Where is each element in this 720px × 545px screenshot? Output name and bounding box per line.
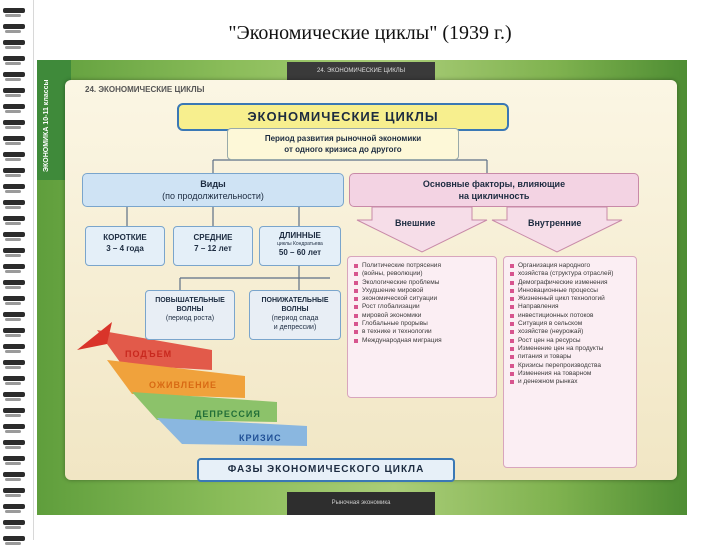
spiral-ring xyxy=(3,248,25,253)
factor-item: мировой экономики xyxy=(354,312,492,320)
spiral-ring xyxy=(3,312,25,317)
factor-item: Глобальные прорывы xyxy=(354,320,492,328)
cycle-name: СРЕДНИЕ xyxy=(193,233,233,242)
wave-line: ВОЛНЫ xyxy=(176,306,204,313)
wave-line: (период спада xyxy=(271,315,319,322)
spiral-ring xyxy=(3,56,25,61)
spiral-binding xyxy=(0,0,30,540)
side-tab-label: ЭКОНОМИКА 10-11 классы xyxy=(43,79,50,172)
phase-crisis: КРИЗИС xyxy=(239,433,282,443)
cycle-duration: 50 – 60 лет xyxy=(278,248,322,257)
factor-item: хозяйстве (неурожай) xyxy=(510,328,632,336)
factor-item: Международная миграция xyxy=(354,337,492,345)
factor-item: Инновационные процессы xyxy=(510,287,632,295)
factor-item: в технике и технологии xyxy=(354,328,492,336)
factor-item: экономической ситуации xyxy=(354,295,492,303)
external-label: Внешние xyxy=(395,218,436,228)
factor-item: Политические потрясения xyxy=(354,262,492,270)
types-box xyxy=(82,173,344,207)
spiral-ring xyxy=(3,424,25,429)
spiral-ring xyxy=(3,296,25,301)
spiral-ring xyxy=(3,72,25,77)
phase-rise: ПОДЪЕМ xyxy=(125,349,173,359)
factor-item: Демографические изменения xyxy=(510,279,632,287)
spiral-ring xyxy=(3,504,25,509)
cycle-long xyxy=(259,226,341,266)
spiral-ring xyxy=(3,136,25,141)
types-subtitle: (по продолжительности) xyxy=(162,191,264,201)
external-factors-list xyxy=(347,256,497,398)
spiral-ring xyxy=(3,280,25,285)
spiral-ring xyxy=(3,104,25,109)
factor-item: Организация народного xyxy=(510,262,632,270)
definition-box xyxy=(227,128,459,160)
phase-revival: ОЖИВЛЕНИЕ xyxy=(149,380,218,390)
slide-title: "Экономические циклы" (1939 г.) xyxy=(228,22,512,44)
spiral-ring xyxy=(3,376,25,381)
spiral-ring xyxy=(3,344,25,349)
factor-item: Кризисы перепроизводства xyxy=(510,362,632,370)
factor-item: Изменения на товарном xyxy=(510,370,632,378)
factor-item: инвестиционных потоков xyxy=(510,312,632,320)
spiral-ring xyxy=(3,120,25,125)
poster-image xyxy=(37,60,687,515)
rising-arrow-head xyxy=(77,322,112,350)
internal-arrow xyxy=(492,207,622,252)
spiral-ring xyxy=(3,408,25,413)
spiral-ring xyxy=(3,184,25,189)
phase-depression: ДЕПРЕССИЯ xyxy=(195,409,261,419)
spiral-ring xyxy=(3,152,25,157)
spiral-ring xyxy=(3,360,25,365)
cycle-note: циклы Кондратьева xyxy=(277,241,323,247)
wave-line: ПОВЫШАТЕЛЬНЫЕ xyxy=(155,297,225,304)
margin-line xyxy=(33,0,34,540)
spiral-ring xyxy=(3,200,25,205)
cycle-short xyxy=(85,226,165,266)
spiral-ring xyxy=(3,264,25,269)
spiral-ring xyxy=(3,216,25,221)
spiral-ring xyxy=(3,24,25,29)
cycle-name: КОРОТКИЕ xyxy=(103,233,147,242)
wave-line: (период роста) xyxy=(165,315,215,322)
factor-item: Рост цен на ресурсы xyxy=(510,337,632,345)
wave-line: ВОЛНЫ xyxy=(281,306,309,313)
external-factors xyxy=(354,262,492,345)
spiral-ring xyxy=(3,168,25,173)
definition-line-2: от одного кризиса до другого xyxy=(284,145,402,154)
wave-line: и депрессии) xyxy=(273,324,317,331)
factors-box xyxy=(349,173,639,207)
phase-crisis-band xyxy=(157,418,307,446)
spiral-ring xyxy=(3,520,25,525)
poster-bottom-strip: Рыночная экономика xyxy=(287,492,435,515)
factors-title-line-1: Основные факторы, влияющие xyxy=(422,179,566,189)
poster-code: 24. ЭКОНОМИЧЕСКИЕ ЦИКЛЫ xyxy=(85,85,205,94)
factor-item: (войны, революции) xyxy=(354,270,492,278)
factor-item: Жизненный цикл технологий xyxy=(510,295,632,303)
factor-item: Рост глобализации xyxy=(354,303,492,311)
spiral-ring xyxy=(3,472,25,477)
factor-item: и денежном рынках xyxy=(510,378,632,386)
cycle-duration: 3 – 4 года xyxy=(106,244,144,253)
spiral-ring xyxy=(3,488,25,493)
factor-item: Ситуация в сельском xyxy=(510,320,632,328)
factor-item: хозяйства (структура отраслей) xyxy=(510,270,632,278)
factor-item: Направления xyxy=(510,303,632,311)
main-title: ЭКОНОМИЧЕСКИЕ ЦИКЛЫ xyxy=(177,103,509,131)
phases-title: ФАЗЫ ЭКОНОМИЧЕСКОГО ЦИКЛА xyxy=(197,458,455,482)
factor-item: Изменение цен на продукты xyxy=(510,345,632,353)
cycle-duration: 7 – 12 лет xyxy=(194,244,232,253)
cycle-medium xyxy=(173,226,253,266)
spiral-ring xyxy=(3,328,25,333)
internal-factors-list xyxy=(503,256,637,468)
factor-item: Ухудшение мировой xyxy=(354,287,492,295)
spiral-ring xyxy=(3,8,25,13)
spiral-ring xyxy=(3,536,25,541)
internal-label: Внутренние xyxy=(528,218,582,228)
external-arrow xyxy=(357,207,487,252)
rising-waves xyxy=(145,290,235,340)
factor-item: Экологические проблемы xyxy=(354,279,492,287)
spiral-ring xyxy=(3,440,25,445)
factor-item: питания и товары xyxy=(510,353,632,361)
spiral-ring xyxy=(3,392,25,397)
spiral-ring xyxy=(3,40,25,45)
factors-title-line-2: на цикличность xyxy=(458,191,530,201)
internal-factors xyxy=(510,262,632,386)
falling-waves xyxy=(249,290,341,340)
spiral-ring xyxy=(3,456,25,461)
types-title: Виды xyxy=(200,179,226,189)
cycle-name: ДЛИННЫЕ xyxy=(279,231,321,240)
spiral-ring xyxy=(3,232,25,237)
wave-line: ПОНИЖАТЕЛЬНЫЕ xyxy=(261,297,329,304)
definition-line-1: Период развития рыночной экономики xyxy=(264,134,422,143)
poster-top-strip: 24. ЭКОНОМИЧЕСКИЕ ЦИКЛЫ xyxy=(287,62,435,80)
spiral-ring xyxy=(3,88,25,93)
